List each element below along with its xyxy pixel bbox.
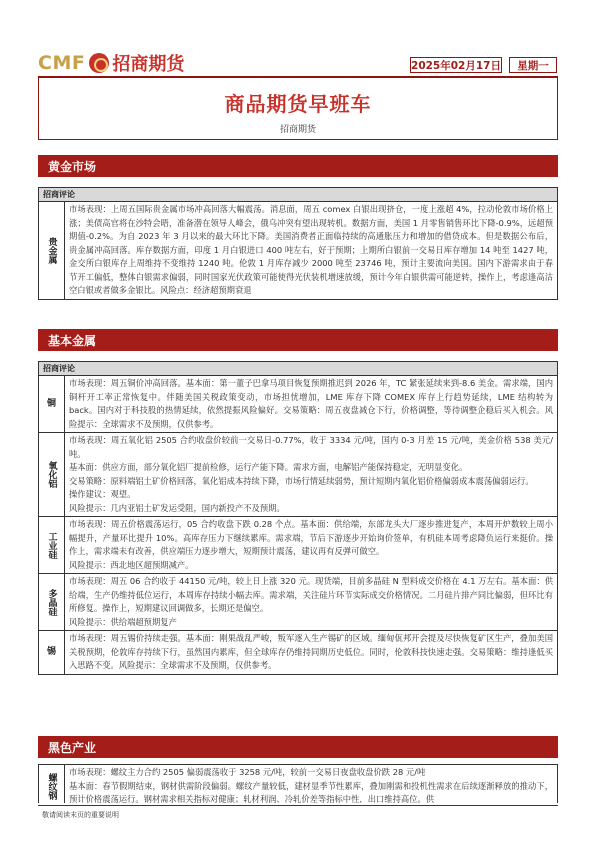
table-row	[39, 376, 557, 433]
company-logo	[38, 50, 184, 76]
ferrous-comment-table	[38, 764, 558, 803]
table-row	[39, 433, 557, 517]
logo-mark-icon	[89, 53, 109, 73]
table-row	[39, 574, 557, 631]
row-category: 铜	[39, 376, 65, 432]
row-category: 锡	[39, 631, 65, 674]
comment-header: 招商评论	[39, 188, 557, 202]
section-header-base-metals: 基本金属	[38, 329, 558, 351]
report-weekday: 星期一	[509, 57, 557, 73]
row-category: 螺纹钢	[39, 765, 65, 803]
table-row	[39, 517, 557, 574]
section-header-gold: 黄金市场	[38, 155, 558, 177]
table-row	[39, 631, 557, 674]
table-row	[39, 202, 557, 299]
row-content: 市场表现：周五 06 合约收于 44150 元/吨，较上日上涨 320 元。现货端，目前多晶硅 N 型料成交价格在 4.1 万左右。基本面：供给端，生产仍维持低位运行，本周库存持续小幅去库。需求端，关注硅片环节实际成交价格情况。二月硅片排产同比偏弱，但环比有所修复。操作上，短期建议回调做多，长期还是偏空。 风险提示：供给端超预期复产	[69, 576, 553, 627]
row-category: 工业硅	[39, 517, 65, 573]
logo-text-cn: 招商期货	[112, 54, 185, 75]
title-box	[38, 78, 558, 140]
base-comment-table	[38, 361, 558, 675]
row-category: 氧化铝	[39, 433, 65, 516]
section-header-ferrous: 黑色产业	[38, 736, 558, 758]
gold-comment-table	[38, 187, 558, 300]
page-title: 商品期货早班车	[224, 92, 372, 116]
row-content: 市场表现：周五价格震荡运行，05 合约收盘下跌 0.28 个点。基本面：供给端，东部龙头大厂逐步推进复产，本周开炉数较上周小幅提升，产量环比提升 10%。高库存压力下继续累库。需求端，节后下游逐步开始询价签单，有机硅本周考虑降负运行来挺价。操作上，需求端未有改善，供应端压力逐步增大，短期预计震荡，建议再有反弹可做空。 风险提示：西北地区超预期减产。	[69, 519, 553, 570]
logo-text-en: CMF	[38, 52, 86, 74]
report-date: 2025年02月17日	[410, 57, 502, 73]
table-row	[39, 765, 557, 803]
row-content: 市场表现：周五锡价持续走强。基本面：刚果战乱严峻，叛军逐入生产锡矿的区域。缅甸佤邦开会提及尽快恢复矿区生产，叠加美国关税预期，伦敦库存持续下行，虽然国内累库，但全球库存仍维持同期历史低位。同时，伦敦科技快速走强。交易策略：维持逢低买入思路不变。风险提示：全球需求不及预期，仅供参考。	[69, 633, 553, 670]
row-category: 贵金属	[39, 202, 65, 299]
comment-header: 招商评论	[39, 362, 557, 376]
row-category: 多晶硅	[39, 574, 65, 630]
row-content: 市场表现：螺纹主力合约 2505 偏弱震荡收于 3258 元/吨，较前一交易日夜盘收盘价跌 28 元/吨 基本面：春节假期结束，钢材供需阶段偏弱。螺纹产量较低，建材显季节性累库，叠加刚需和投机性需求在后续逐渐释放的推动下，预计价格震荡运行。钢材需求相关指标对健康；轧材利润、冷轧价差等指标中性，出口维持高位。供	[69, 767, 553, 803]
footer-divider	[38, 805, 558, 806]
row-content: 市场表现：周五氧化铝 2505 合约收盘价较前一交易日-0.77%，收于 3334 元/吨，国内 0-3 月差 15 元/吨，美金价格 538 美元/吨。 基本面：供应方面，部分氧化铝厂提前检修，运行产能下降。需求方面，电解铝产能保持稳定，无明显变化。 交易策略：原料端铝土矿价格回落，氧化铝成本持续下降，市场行情延续弱势，预计短期内氧化铝价格偏弱成本震荡偏弱运行。 操作建议：观望。 风险提示：几内亚铝土矿发运受阻，国内新投产不及预期。	[69, 435, 553, 513]
row-content: 市场表现：上周五国际贵金属市场冲高回落大幅震荡。消息面，周五 comex 白银出现挤仓，一度上涨超 4%，拉动伦敦市场价格上涨；美债高官将在沙特会晤，准备潜在领导人峰会，俄乌冲突有望出现转机。数据方面，美国 1 月零售销售环比下降-0.9%，远超预期值-0.2%。为自 2023 年 3 月以来的最大环比下降。美国消费者正面临持续的高通胀压力和增加的借贷成本。但是数据公布后，贵金属冲高回落。库存数据方面，印度 1 月白银进口 400 吨左右，好于预期；上期所白银前一交易日库存增加 14 吨至 1427 吨，金交所白银库存上周维持不变维持 1240 吨。伦敦 1 月库存减少 2000 吨至 23746 吨，预计主要流向美国。国内下游需求由于春节开工偏低，整体白银需求偏弱，同时国家光伏政策可能使得光伏装机增速放缓，预计今年白银供需可能逆转，操作上，考虑逢高沽空白银或者做多金银比。风险点：经济超预期衰退	[69, 204, 553, 295]
row-content: 市场表现：周五铜价冲高回落。基本面：第一董子巴拿马项目恢复预期推迟到 2026 年，TC 紧张延续来到-8.6 美金。需求端，国内铜杆开工率正常恢复中。伴随美国关税政策变动，市场担忧增加，LME 库存下降 COMEX 库存上行趋势延续，LME 结构转为 back。国内对于科技股的热情延续，依然提振风险偏好。交易策略：周五夜盘减仓下行，价格调整，等待调整企稳后买入机会。风险提示：全球需求不及预期，仅供参考。	[69, 378, 553, 429]
footer-disclaimer: 敬请阅读末页的重要说明	[42, 811, 119, 819]
page-subtitle: 招商期货	[279, 125, 316, 135]
